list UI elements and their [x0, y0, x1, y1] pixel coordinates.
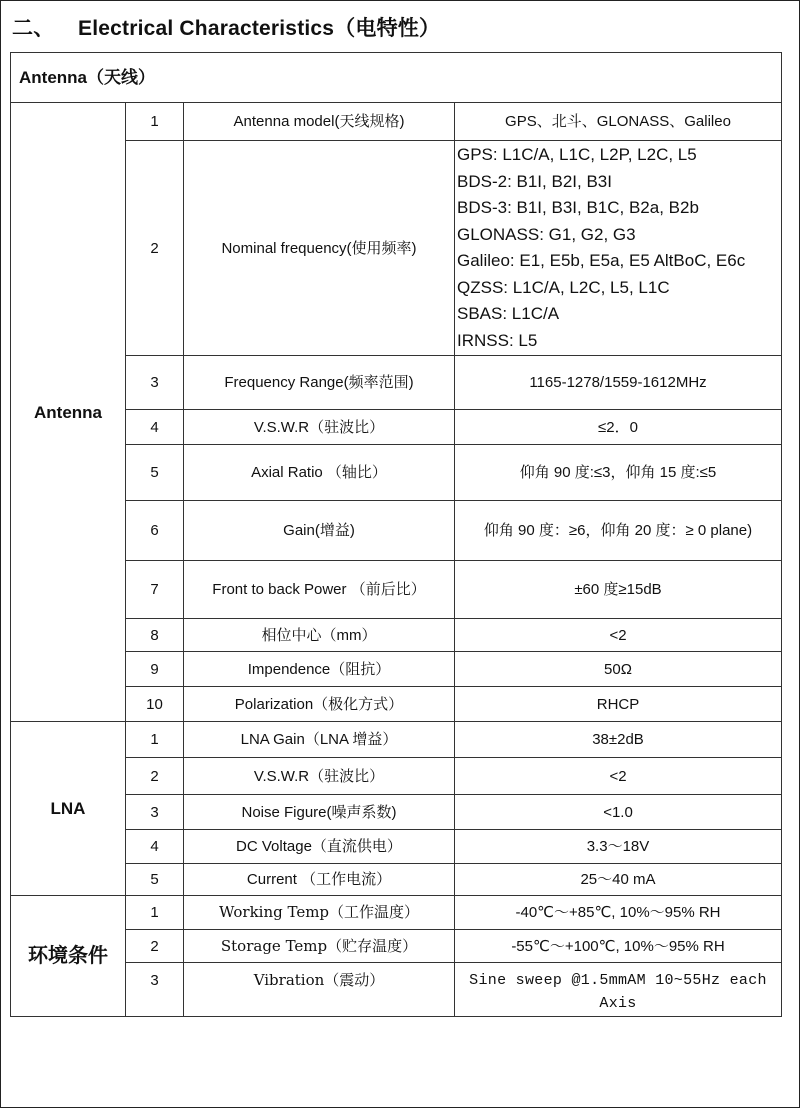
param-value: 50Ω: [455, 652, 782, 687]
antenna-section-title: Antenna（天线）: [11, 53, 782, 103]
table-row: [11, 356, 782, 410]
param-name: Noise Figure(噪声系数): [184, 795, 455, 830]
row-number: 6: [126, 501, 184, 561]
param-name: Gain(增益): [184, 501, 455, 561]
param-value: 3.3～18V: [455, 830, 782, 864]
param-value: 38±2dB: [455, 722, 782, 758]
frequency-list: [455, 141, 782, 356]
param-value: RHCP: [455, 687, 782, 722]
param-name: Current （工作电流）: [184, 864, 455, 896]
row-number: 9: [126, 652, 184, 687]
param-value: 25～40 mA: [455, 864, 782, 896]
table-row: [11, 103, 782, 141]
table-row: [11, 619, 782, 652]
table-row: [11, 864, 782, 896]
heading-title: Electrical Characteristics（电特性）: [78, 17, 441, 40]
group-label-lna: LNA: [11, 722, 126, 896]
page-heading: [12, 12, 440, 42]
table-row: [11, 410, 782, 445]
row-number: 2: [126, 758, 184, 795]
param-value: Sine sweep @1.5mmAM 10~55Hz each Axis: [455, 963, 782, 1017]
row-number: 10: [126, 687, 184, 722]
group-label-antenna: Antenna: [11, 103, 126, 722]
param-value: ≤2．0: [455, 410, 782, 445]
row-number: 8: [126, 619, 184, 652]
param-name: LNA Gain（LNA 增益）: [184, 722, 455, 758]
frequency-line: SBAS: L1C/A: [457, 304, 560, 323]
frequency-line: Galileo: E1, E5b, E5a, E5 AltBoC, E6c: [457, 251, 746, 270]
row-number: 4: [126, 410, 184, 445]
table-row: [11, 687, 782, 722]
param-name: Frequency Range(频率范围): [184, 356, 455, 410]
param-name: Axial Ratio （轴比）: [184, 445, 455, 501]
param-value: -40℃～+85℃, 10%～95% RH: [455, 896, 782, 930]
section-header-row: [11, 53, 782, 103]
heading-number: 二、: [12, 17, 55, 40]
row-number: 7: [126, 561, 184, 619]
row-number: 1: [126, 103, 184, 141]
param-value: -55℃～+100℃, 10%～95% RH: [455, 930, 782, 963]
param-name: 相位中心（mm）: [184, 619, 455, 652]
table-row: [11, 963, 782, 1017]
row-number: 5: [126, 445, 184, 501]
param-name: Nominal frequency(使用频率): [184, 141, 455, 356]
table-row: [11, 930, 782, 963]
param-name: V.S.W.R（驻波比）: [184, 410, 455, 445]
table-row: [11, 896, 782, 930]
row-number: 5: [126, 864, 184, 896]
table-row: [11, 795, 782, 830]
row-number: 2: [126, 930, 184, 963]
table-row: [11, 141, 782, 356]
param-value: ±60 度≥15dB: [455, 561, 782, 619]
frequency-line: QZSS: L1C/A, L2C, L5, L1C: [457, 277, 670, 297]
param-name: Polarization（极化方式）: [184, 687, 455, 722]
param-value: <2: [455, 619, 782, 652]
param-name: Vibration（震动）: [184, 963, 455, 1017]
param-name: V.S.W.R（驻波比）: [184, 758, 455, 795]
param-value: 仰角 90 度:≤3，仰角 15 度:≤5: [455, 445, 782, 501]
row-number: 3: [126, 795, 184, 830]
row-number: 3: [126, 356, 184, 410]
table-row: [11, 501, 782, 561]
param-value: 1165-1278/1559-1612MHz: [455, 356, 782, 410]
frequency-line: GLONASS: G1, G2, G3: [457, 224, 636, 244]
frequency-line: BDS-2: B1I, B2I, B3I: [457, 171, 612, 191]
param-name: Antenna model(天线规格): [184, 103, 455, 141]
frequency-line: GPS: L1C/A, L1C, L2P, L2C, L5: [457, 145, 697, 164]
table-row: [11, 758, 782, 795]
table-row: [11, 445, 782, 501]
param-value: GPS、北斗、GLONASS、Galileo: [455, 103, 782, 141]
param-name: Storage Temp（贮存温度）: [184, 930, 455, 963]
table-row: [11, 561, 782, 619]
frequency-line: BDS-3: B1I, B3I, B1C, B2a, B2b: [457, 198, 699, 217]
param-value: <2: [455, 758, 782, 795]
frequency-line: IRNSS: L5: [457, 330, 538, 350]
param-name: DC Voltage（直流供电）: [184, 830, 455, 864]
table-row: [11, 830, 782, 864]
param-name: Impendence（阻抗）: [184, 652, 455, 687]
row-number: 1: [126, 896, 184, 930]
row-number: 3: [126, 963, 184, 1017]
table-row: [11, 722, 782, 758]
row-number: 1: [126, 722, 184, 758]
spec-table: [10, 52, 782, 1017]
param-name: Working Temp（工作温度）: [184, 896, 455, 930]
table-row: [11, 652, 782, 687]
param-name: Front to back Power （前后比）: [184, 561, 455, 619]
row-number: 4: [126, 830, 184, 864]
row-number: 2: [126, 141, 184, 356]
param-value: <1.0: [455, 795, 782, 830]
param-value: 仰角 90 度：≥6，仰角 20 度：≥ 0 plane): [455, 501, 782, 561]
group-label-env: 环境条件: [11, 896, 126, 1017]
